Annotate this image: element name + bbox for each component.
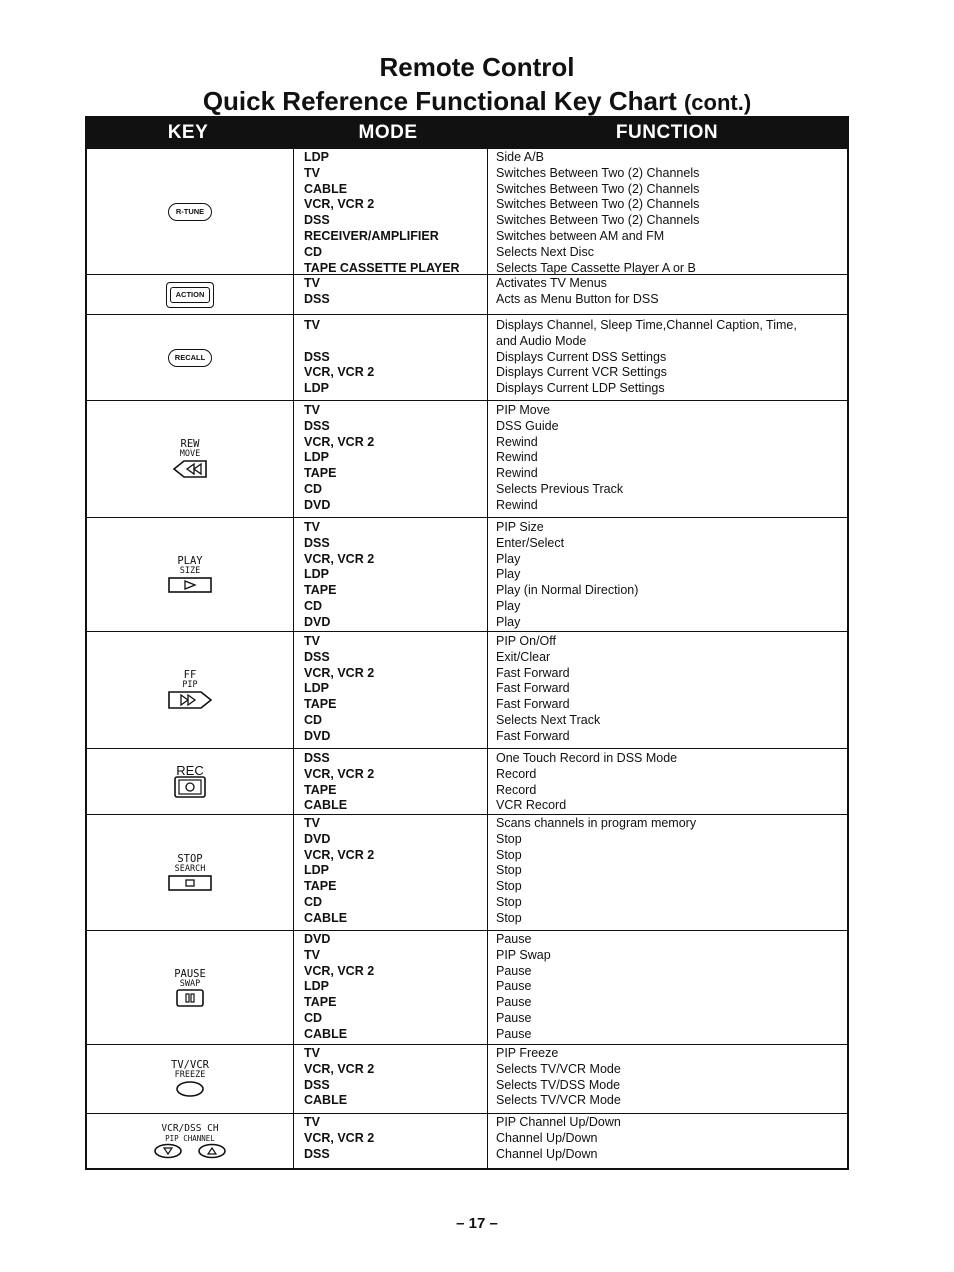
function-item: Play xyxy=(496,614,521,629)
channel-down-icon xyxy=(153,1143,183,1159)
function-item: Play xyxy=(496,598,521,613)
function-item: Stop xyxy=(496,847,522,862)
function-cell xyxy=(488,315,847,400)
mode-cell xyxy=(294,1045,488,1113)
key-label: PAUSE xyxy=(174,967,206,980)
key-sublabel: PIP CHANNEL xyxy=(165,1134,215,1143)
function-item: Switches Between Two (2) Channels xyxy=(496,181,700,196)
action-key-label: ACTION xyxy=(170,287,210,303)
function-item: Displays Current LDP Settings xyxy=(496,381,665,396)
table-row xyxy=(85,749,849,815)
mode-item: TAPE CASSETTE PLAYER xyxy=(304,260,460,275)
r-tune-key-icon: R-TUNE xyxy=(168,203,212,221)
function-item: Selects Next Track xyxy=(496,712,601,727)
mode-item: TV xyxy=(304,634,320,648)
function-item: PIP Move xyxy=(496,403,550,417)
function-item: One Touch Record in DSS Mode xyxy=(496,751,678,765)
function-item: Rewind xyxy=(496,497,538,512)
function-item: VCR Record xyxy=(496,798,567,813)
function-item: Displays Channel, Sleep Time,Channel Caption, Time, xyxy=(496,318,797,332)
mode-item: TAPE xyxy=(304,466,337,481)
mode-item: DSS xyxy=(304,751,330,765)
mode-item: DVD xyxy=(304,497,331,512)
function-item: Acts as Menu Button for DSS xyxy=(496,291,659,306)
mode-item: DSS xyxy=(304,213,330,228)
function-item: Pause xyxy=(496,1010,532,1025)
mode-item: DVD xyxy=(304,614,331,629)
mode-cell xyxy=(294,632,488,748)
mode-item: DSS xyxy=(304,349,330,364)
mode-item: CABLE xyxy=(304,1093,348,1108)
mode-item: CD xyxy=(304,598,323,613)
function-item: Displays Current VCR Settings xyxy=(496,365,667,380)
pause-icon xyxy=(176,989,204,1007)
key-sublabel: SWAP xyxy=(179,978,201,989)
function-cell xyxy=(488,1114,847,1168)
function-item: Pause xyxy=(496,995,532,1010)
function-item: Pause xyxy=(496,932,532,946)
function-item: Selects TV/DSS Mode xyxy=(496,1077,621,1092)
function-cell xyxy=(488,149,847,274)
mode-cell xyxy=(294,275,488,314)
function-item: Switches Between Two (2) Channels xyxy=(496,165,700,180)
mode-item: LDP xyxy=(304,150,329,164)
key-cell xyxy=(87,815,294,930)
mode-item: CABLE xyxy=(304,910,348,925)
mode-cell xyxy=(294,149,488,274)
rewind-icon xyxy=(172,459,208,479)
key-sublabel: SIZE xyxy=(179,565,201,576)
mode-item: DSS xyxy=(304,649,330,664)
fast-forward-icon xyxy=(167,690,213,710)
mode-item: LDP xyxy=(304,381,329,396)
header-function: FUNCTION xyxy=(615,121,719,143)
key-cell xyxy=(87,149,294,274)
function-item: Stop xyxy=(496,831,522,846)
table-row xyxy=(85,518,849,632)
mode-item: RECEIVER/AMPLIFIER xyxy=(304,228,439,243)
mode-cell xyxy=(294,749,488,814)
function-cell xyxy=(488,1045,847,1113)
key-label: PLAY xyxy=(177,554,203,567)
function-item: Stop xyxy=(496,863,522,878)
chart-title-text: Quick Reference Functional Key Chart xyxy=(202,86,677,116)
mode-item: TV xyxy=(304,1046,320,1060)
key-cell xyxy=(87,749,294,814)
mode-item: TAPE xyxy=(304,583,337,598)
function-item: and Audio Mode xyxy=(496,333,587,348)
function-item: Pause xyxy=(496,963,532,978)
mode-item: TV xyxy=(304,318,320,332)
function-item: Rewind xyxy=(496,466,538,481)
mode-item: TV xyxy=(304,1115,320,1129)
mode-item: DSS xyxy=(304,1146,330,1161)
key-cell xyxy=(87,401,294,517)
function-item: Enter/Select xyxy=(496,535,565,550)
function-item: Record xyxy=(496,782,537,797)
key-cell xyxy=(87,632,294,748)
function-item: Channel Up/Down xyxy=(496,1130,598,1145)
function-item: Switches between AM and FM xyxy=(496,228,665,243)
key-sublabel: FREEZE xyxy=(174,1070,206,1080)
mode-item: VCR, VCR 2 xyxy=(304,766,375,781)
mode-item: CD xyxy=(304,1010,323,1025)
mode-item: VCR, VCR 2 xyxy=(304,847,375,862)
mode-item: DSS xyxy=(304,1077,330,1092)
mode-item: CD xyxy=(304,244,323,259)
key-cell xyxy=(87,315,294,400)
recall-key-icon: RECALL xyxy=(168,349,212,367)
function-item: Selects Next Disc xyxy=(496,244,594,259)
mode-item: TAPE xyxy=(304,782,337,797)
function-item: Play (in Normal Direction) xyxy=(496,583,639,598)
key-sublabel: MOVE xyxy=(179,449,201,459)
mode-item: DSS xyxy=(304,291,330,306)
key-label: VCR/DSS CH xyxy=(161,1123,219,1134)
key-cell xyxy=(87,275,294,314)
channel-buttons xyxy=(153,1143,227,1159)
mode-item: VCR, VCR 2 xyxy=(304,963,375,978)
mode-item: TV xyxy=(304,276,320,290)
header-mode: MODE xyxy=(358,121,418,143)
mode-item xyxy=(304,334,487,350)
function-item: Rewind xyxy=(496,434,538,449)
mode-item: CABLE xyxy=(304,181,348,196)
function-item: Side A/B xyxy=(496,150,544,164)
function-item: DSS Guide xyxy=(496,418,559,433)
function-item: Stop xyxy=(496,879,522,894)
function-item: Record xyxy=(496,766,537,781)
function-cell xyxy=(488,632,847,748)
function-item: Play xyxy=(496,567,521,582)
function-item: Pause xyxy=(496,1026,532,1041)
function-cell xyxy=(488,518,847,631)
mode-item: CD xyxy=(304,481,323,496)
function-item: Selects TV/VCR Mode xyxy=(496,1061,621,1076)
mode-cell xyxy=(294,815,488,930)
mode-item: TV xyxy=(304,403,320,417)
function-item: Selects Previous Track xyxy=(496,481,624,496)
mode-item: VCR, VCR 2 xyxy=(304,551,375,566)
function-item: Stop xyxy=(496,894,522,909)
mode-item: TAPE xyxy=(304,697,337,712)
key-cell xyxy=(87,931,294,1044)
mode-item: TAPE xyxy=(304,879,337,894)
mode-cell xyxy=(294,518,488,631)
mode-item: CABLE xyxy=(304,798,348,813)
function-item: Scans channels in program memory xyxy=(496,816,697,830)
function-item: PIP Freeze xyxy=(496,1046,559,1060)
table-row xyxy=(85,931,849,1045)
table-row xyxy=(85,275,849,315)
mode-item: TAPE xyxy=(304,995,337,1010)
stop-icon xyxy=(168,874,212,892)
action-key-icon xyxy=(166,282,214,308)
mode-item: TV xyxy=(304,947,320,962)
function-item: Displays Current DSS Settings xyxy=(496,349,667,364)
key-chart-table xyxy=(85,116,849,1170)
mode-item: TV xyxy=(304,165,320,180)
mode-cell xyxy=(294,1114,488,1168)
table-row xyxy=(85,149,849,275)
function-cell xyxy=(488,275,847,314)
play-icon xyxy=(168,576,212,594)
function-item: Play xyxy=(496,551,521,566)
function-cell xyxy=(488,931,847,1044)
mode-cell xyxy=(294,315,488,400)
mode-item: VCR, VCR 2 xyxy=(304,1130,375,1145)
function-item: Stop xyxy=(496,910,522,925)
channel-up-icon xyxy=(197,1143,227,1159)
function-item: Exit/Clear xyxy=(496,649,551,664)
function-item: Selects Tape Cassette Player A or B xyxy=(496,260,696,275)
mode-item: CABLE xyxy=(304,1026,348,1041)
mode-item: TV xyxy=(304,520,320,534)
table-row xyxy=(85,815,849,931)
page-number: – 17 – xyxy=(456,1215,498,1232)
key-cell xyxy=(87,1114,294,1168)
table-header xyxy=(85,116,849,149)
mode-item: LDP xyxy=(304,979,329,994)
key-cell xyxy=(87,1045,294,1113)
key-label: STOP xyxy=(177,852,203,865)
function-item: Switches Between Two (2) Channels xyxy=(496,197,700,212)
mode-item: DSS xyxy=(304,418,330,433)
table-row xyxy=(85,632,849,749)
chart-title-suffix: (cont.) xyxy=(683,90,752,115)
mode-item: CD xyxy=(304,894,323,909)
function-item: Fast Forward xyxy=(496,697,570,712)
function-item: Fast Forward xyxy=(496,728,570,743)
function-item: PIP Swap xyxy=(496,947,551,962)
chart-title xyxy=(0,86,954,117)
mode-item: LDP xyxy=(304,681,329,696)
function-item: Channel Up/Down xyxy=(496,1146,598,1161)
mode-item: DVD xyxy=(304,728,331,743)
header-key: KEY xyxy=(167,121,209,143)
function-item: Fast Forward xyxy=(496,665,570,680)
function-item: Pause xyxy=(496,979,532,994)
function-item: Activates TV Menus xyxy=(496,276,607,290)
key-sublabel: PIP xyxy=(182,680,198,690)
mode-item: DVD xyxy=(304,932,331,946)
mode-item: TV xyxy=(304,816,320,830)
mode-cell xyxy=(294,931,488,1044)
function-cell xyxy=(488,749,847,814)
function-cell xyxy=(488,401,847,517)
mode-item: CD xyxy=(304,712,323,727)
page-title: Remote Control xyxy=(379,52,575,82)
table-row xyxy=(85,1114,849,1170)
tv-vcr-icon xyxy=(175,1080,205,1098)
key-label: FF xyxy=(183,669,197,681)
function-item: Rewind xyxy=(496,450,538,465)
mode-item: VCR, VCR 2 xyxy=(304,665,375,680)
mode-item: VCR, VCR 2 xyxy=(304,1061,375,1076)
mode-item: LDP xyxy=(304,450,329,465)
function-item: Selects TV/VCR Mode xyxy=(496,1093,621,1108)
key-cell xyxy=(87,518,294,631)
mode-item: LDP xyxy=(304,567,329,582)
table-row xyxy=(85,401,849,518)
mode-item: VCR, VCR 2 xyxy=(304,197,375,212)
function-item: PIP Size xyxy=(496,520,544,534)
function-item: PIP On/Off xyxy=(496,634,556,648)
key-sublabel: SEARCH xyxy=(174,863,206,874)
function-cell xyxy=(488,815,847,930)
function-item: Fast Forward xyxy=(496,681,570,696)
key-label: REC xyxy=(176,763,204,778)
mode-item: DVD xyxy=(304,831,331,846)
record-icon xyxy=(174,776,206,798)
function-item: Switches Between Two (2) Channels xyxy=(496,213,700,228)
table-row xyxy=(85,1045,849,1114)
key-label: TV/VCR xyxy=(171,1059,209,1071)
key-label: REW xyxy=(180,438,200,450)
function-item: PIP Channel Up/Down xyxy=(496,1115,621,1129)
mode-item: LDP xyxy=(304,863,329,878)
mode-cell xyxy=(294,401,488,517)
mode-item: VCR, VCR 2 xyxy=(304,365,375,380)
table-row xyxy=(85,315,849,401)
mode-item: DSS xyxy=(304,535,330,550)
mode-item: VCR, VCR 2 xyxy=(304,434,375,449)
